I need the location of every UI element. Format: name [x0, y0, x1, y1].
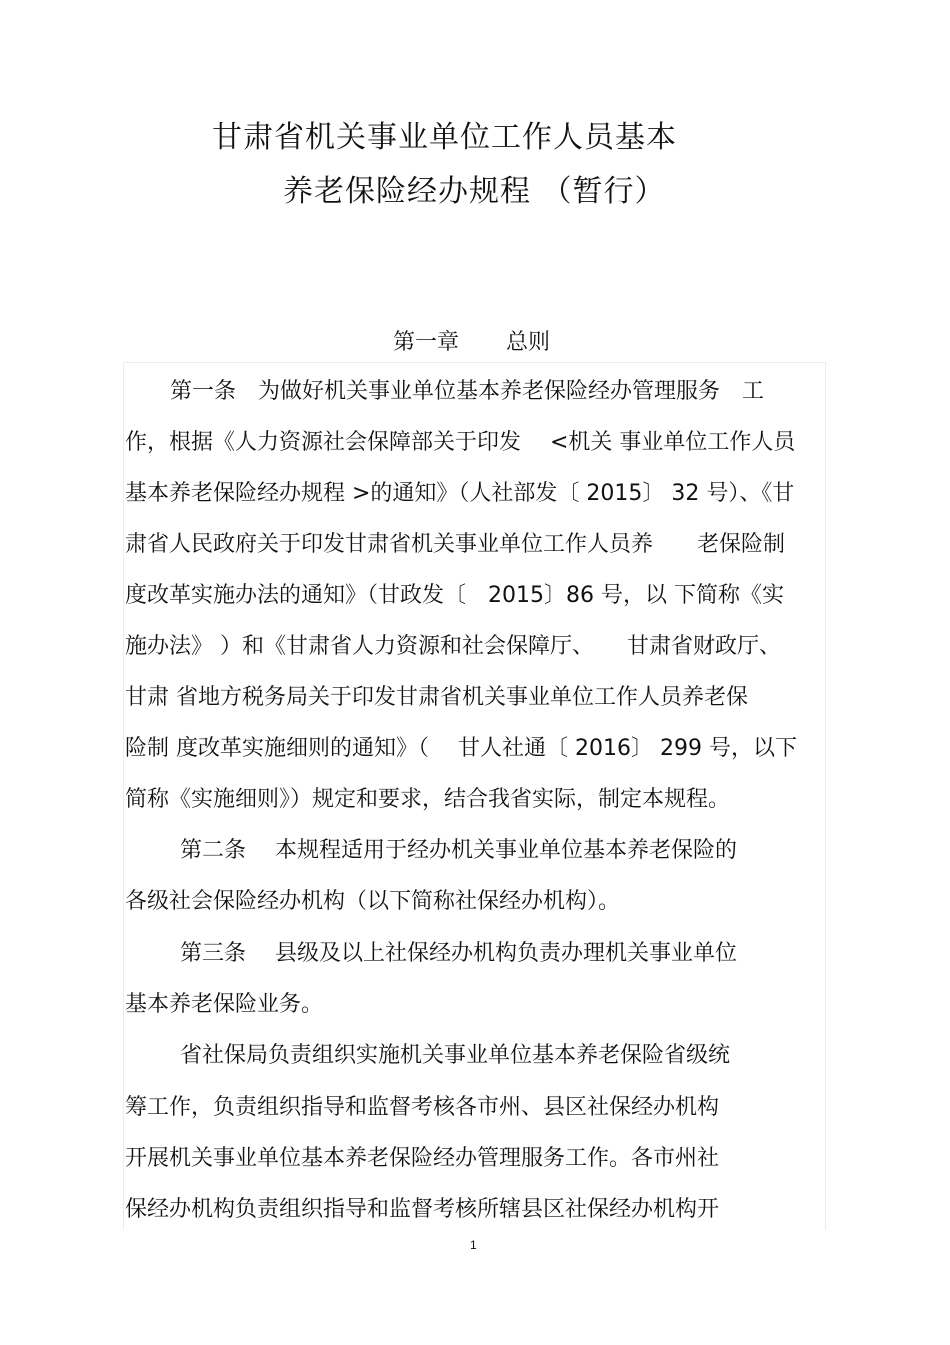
body-line: 施办法》 ）和《甘肃省人力资源和社会保障厅、 甘肃省财政厅、 [125, 634, 781, 659]
body-line: 险制 度改革实施细则的通知》（ 甘人社通〔 2016〕 299 号，以下 [125, 736, 797, 761]
body-line: 第一条 为做好机关事业单位基本养老保险经办管理服务 工 [170, 379, 765, 404]
body-line: 作，根据《人力资源社会保障部关于印发 <机关 事业单位工作人员 [125, 430, 796, 455]
body-line: 第三条 县级及以上社保经办机构负责办理机关事业单位 [180, 941, 737, 966]
body-line: 甘肃 省地方税务局关于印发甘肃省机关事业单位工作人员养老保 [125, 685, 748, 710]
body-line: 保经办机构负责组织指导和监督考核所辖县区社保经办机构开 [125, 1197, 720, 1222]
body-line: 各级社会保险经办机构（以下简称社保经办机构）。 [125, 889, 621, 914]
body-line: 基本养老保险经办规程 >的通知》（人社部发〔 2015〕 32 号）、《甘 [125, 481, 795, 506]
body-line: 肃省人民政府关于印发甘肃省机关事业单位工作人员养 老保险制 [125, 532, 786, 557]
body-line: 第二条 本规程适用于经办机关事业单位基本养老保险的 [180, 838, 737, 863]
body-line: 度改革实施办法的通知》（甘政发〔 2015〕86 号，以 下简称《实 [125, 583, 784, 608]
body-line: 开展机关事业单位基本养老保险经办管理服务工作。各市州社 [125, 1146, 720, 1171]
body-line: 省社保局负责组织实施机关事业单位基本养老保险省级统 [180, 1043, 731, 1068]
body-line: 简称《实施细则》）规定和要求，结合我省实际，制定本规程。 [125, 787, 731, 812]
chapter-number: 第一章 [393, 330, 460, 355]
chapter-name: 总则 [506, 330, 551, 355]
page-number: 1 [470, 1238, 477, 1252]
body-line: 基本养老保险业务。 [125, 992, 324, 1017]
document-title-line-2: 养老保险经办规程 （暂行） [283, 174, 666, 209]
document-title-line-1: 甘肃省机关事业单位工作人员基本 [212, 120, 677, 155]
body-line: 筹工作，负责组织指导和监督考核各市州、县区社保经办机构 [125, 1095, 720, 1120]
